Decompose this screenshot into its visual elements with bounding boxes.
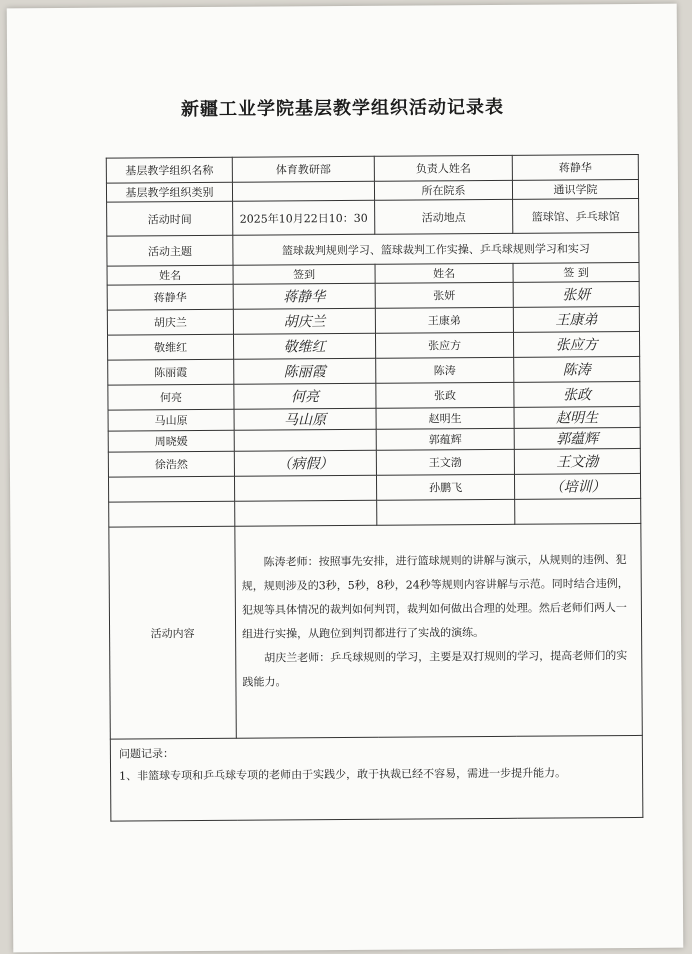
signature: 张政 [514, 381, 640, 407]
attendee-name: 周晓媛 [108, 430, 234, 452]
attendance-row [107, 331, 639, 360]
dept-value: 通识学院 [512, 179, 638, 199]
attendance-row [108, 356, 640, 385]
attendance-row [108, 406, 640, 431]
signature: 王文渤 [514, 448, 640, 474]
sign-header-right: 签 到 [513, 262, 639, 282]
attendee-name [109, 501, 235, 527]
time-label: 活动时间 [107, 201, 233, 236]
attendee-name: 马山原 [108, 409, 234, 431]
attendee-name: 孙鹏飞 [376, 474, 514, 500]
signature: （培训） [514, 473, 640, 499]
leader-label: 负责人姓名 [374, 155, 512, 181]
signature [515, 498, 641, 524]
topic-value: 篮球裁判规则学习、篮球裁判工作实操、乒乓球规则学习和实习 [233, 232, 639, 265]
attendee-name: 王文渤 [376, 449, 514, 475]
attendee-name: 陈丽霞 [108, 359, 234, 385]
signature: 郭蕴辉 [514, 427, 640, 449]
topic-label: 活动主题 [107, 235, 233, 266]
attendee-name: 蒋静华 [107, 284, 233, 310]
problem-item: 1、非篮球专项和乒乓球专项的老师由于实践少，敢于执裁已经不容易，需进一步提升能力。 [119, 766, 567, 783]
attendee-name: 张政 [376, 382, 514, 408]
content-paragraph: 陈涛老师：按照事先安排，进行篮球规则的讲解与演示，从规则的违例、犯规，规则涉及的3秒，5秒，8秒，24秒等规则内容讲解与示范。同时结合违例，犯规等具体情况的裁判如何判罚，裁判如何做出合理的处理。然后老师们两人一组进行实操，从跑位到判罚都进行了实战的演练。 [241, 553, 629, 641]
org-name-value: 体育教研部 [232, 156, 374, 182]
attendee-name: 胡庆兰 [107, 309, 233, 335]
attendee-name: 郭蕴辉 [376, 428, 514, 450]
attendance-row [108, 448, 640, 477]
attendee-name: 徐浩然 [108, 451, 234, 477]
attendee-name: 何亮 [108, 384, 234, 410]
attendance-row [109, 498, 641, 527]
attendee-name [108, 476, 234, 502]
attendance-row [108, 381, 640, 410]
attendee-name: 赵明生 [376, 407, 514, 429]
time-value: 2025年10月22日10：30 [233, 200, 375, 235]
signature: 胡庆兰 [233, 308, 375, 334]
signature: 陈丽霞 [234, 358, 376, 384]
content-label: 活动内容 [109, 526, 236, 739]
signature: 王康弟 [513, 306, 639, 332]
problem-record [110, 735, 643, 821]
attendee-name: 敬维红 [107, 334, 233, 360]
signature: 张应方 [513, 331, 639, 357]
signature: 蒋静华 [233, 283, 375, 309]
sign-header-left: 签到 [233, 264, 375, 284]
attendance-row [107, 306, 639, 335]
name-header-left: 姓名 [107, 265, 233, 285]
attendee-name: 张妍 [375, 282, 513, 308]
place-label: 活动地点 [375, 199, 513, 234]
signature [234, 429, 376, 451]
signature: 陈涛 [514, 356, 640, 382]
attendance-row [107, 281, 639, 310]
form-paper [7, 4, 684, 953]
content-body [235, 523, 642, 738]
content-paragraph: 胡庆兰老师：乒乓球规则的学习，主要是双打规则的学习，提高老师们的实践能力。 [242, 649, 628, 689]
signature: （病假） [234, 450, 376, 476]
activity-record-table [106, 154, 644, 822]
attendee-name [377, 499, 515, 525]
attendance-row [108, 473, 640, 502]
attendee-name: 王康弟 [375, 307, 513, 333]
org-name-label: 基层教学组织名称 [106, 157, 232, 183]
signature: 赵明生 [514, 406, 640, 428]
attendee-name: 陈涛 [376, 357, 514, 383]
attendee-name: 张应方 [375, 332, 513, 358]
name-header-right: 姓名 [375, 263, 513, 283]
problem-label: 问题记录： [118, 747, 174, 761]
signature: 何亮 [234, 383, 376, 409]
signature [235, 500, 377, 526]
signature: 马山原 [234, 408, 376, 430]
org-type-label: 基层教学组织类别 [106, 182, 232, 202]
signature: 敬维红 [233, 333, 375, 359]
signature [234, 475, 376, 501]
dept-label: 所在院系 [374, 180, 512, 200]
place-value: 篮球馆、乒乓球馆 [513, 198, 639, 233]
page-title: 新疆工业学院基层教学组织活动记录表 [180, 96, 504, 121]
attendance-row [108, 427, 640, 452]
org-type-value [232, 181, 374, 201]
signature: 张妍 [513, 281, 639, 307]
leader-value: 蒋静华 [512, 154, 638, 180]
